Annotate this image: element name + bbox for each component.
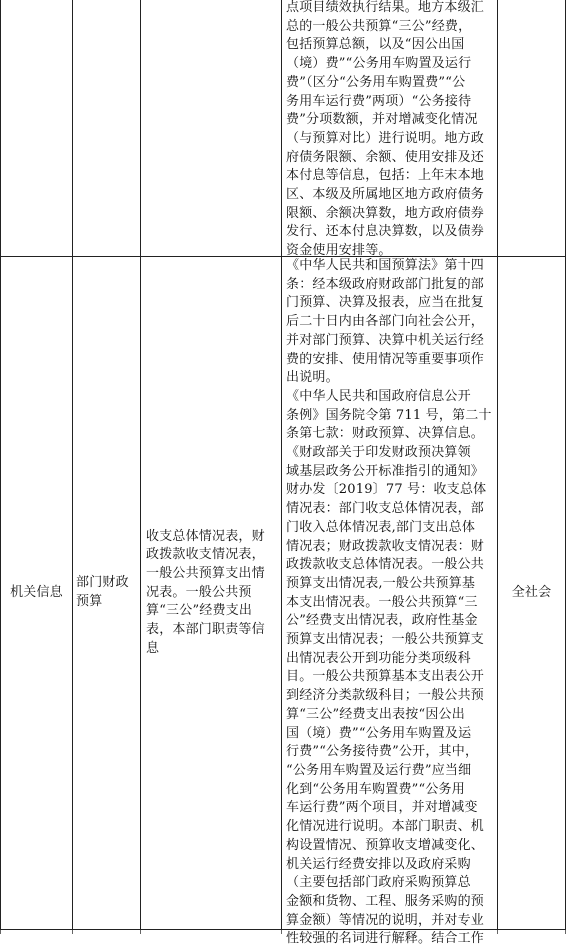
category-text: 机关信息 — [10, 584, 63, 600]
basis-line: 限额、余额决算数，地方政府债券 — [286, 205, 485, 221]
basis-line: 情况表；财政拨款收支情况表：财 — [286, 538, 485, 554]
column-foot-tick — [497, 930, 498, 934]
basis-line: 条：经本级政府财政部门批复的部 — [286, 276, 485, 292]
basis-line: 算金额）等情况的说明，并对专业 — [286, 912, 485, 928]
basis-line: （与预算对比）进行说明。地方政 — [286, 130, 485, 146]
basis-line: 《中华人民共和国政府信息公开 — [286, 388, 471, 404]
basis-line: “公务用车购置及运行费”应当细 — [286, 762, 472, 778]
basis-line: 性较强的名词进行解释。结合工作 — [286, 931, 485, 947]
basis-line: 后二十日内由各部门向社会公开， — [286, 314, 485, 330]
basis-line: 条第七款：财政预算、决算信息。 — [286, 426, 485, 442]
basis-line: 到经济分类款级科目；一般公共预 — [286, 688, 485, 704]
row-2-basis-cell — [286, 257, 493, 947]
basis-line: 本支出情况表。一般公共预算“三 — [286, 594, 478, 610]
item-text: 部门财政预算 — [76, 575, 129, 609]
content-cell — [146, 257, 276, 929]
scope-text: 全社会 — [511, 584, 552, 600]
basis-line: 化情况进行说明。本部门职责、机 — [286, 819, 485, 835]
basis-line: 化到“公务用车购置费”“公务用 — [286, 781, 465, 797]
column-foot-tick — [72, 930, 73, 934]
basis-line: 出情况表公开到功能分类项级科 — [286, 650, 471, 666]
basis-line: 国（境）费”“公务用车购置及运 — [286, 725, 472, 741]
basis-line: 包括预算总额，以及“因公出国 — [286, 37, 465, 53]
basis-line: 算“三公”经费支出表按“因公出 — [286, 706, 465, 722]
basis-line: 费”分项数额，并对增减变化情况 — [286, 112, 478, 128]
basis-line: 总的一般公共预算“三公”经费， — [286, 18, 472, 34]
basis-line: 门预算、决算及报表，应当在批复 — [286, 295, 485, 311]
basis-line: （主要包括部门政府采购预算总 — [286, 875, 471, 891]
column-foot-tick — [140, 930, 141, 934]
item-cell — [76, 257, 136, 929]
row-1-basis-cell — [286, 0, 493, 259]
column-divider-2 — [140, 0, 141, 930]
basis-line: 门收入总体情况表,部门支出总体 — [286, 519, 476, 535]
basis-line: 务用车运行费”两项）“公务接待 — [286, 93, 472, 109]
basis-line: 区、本级及所属地区地方政府债务 — [286, 187, 485, 203]
row-2-basis-lines — [286, 257, 493, 949]
basis-line: 条例》国务院令第 711 号，第二十 — [286, 407, 492, 423]
content-text: 收支总体情况表，财政拨款收支情况表，一般公共预算支出情况表。一般公共预算“三公”经费支出表，本部门职责等信息 — [146, 528, 265, 656]
basis-line: 费”（区分“公务用车购置费”“公 — [286, 74, 466, 90]
basis-line: 并对部门预算、决算中机关运行经 — [286, 332, 485, 348]
basis-line: 出说明。 — [286, 370, 339, 386]
basis-line: （境）费”“公务用车购置及运行 — [286, 56, 472, 72]
basis-line: 费的安排、使用情况等重要事项作 — [286, 351, 485, 367]
basis-line: 政拨款收支总体情况表。一般公共 — [286, 557, 485, 573]
basis-line: 财办发〔2019〕77 号：收支总体 — [286, 482, 487, 498]
basis-line: 点项目绩效执行结果。地方本级汇 — [286, 0, 485, 15]
basis-line: 机关运行经费安排以及政府采购 — [286, 856, 471, 872]
scope-cell — [498, 257, 565, 929]
basis-line: 域基层政务公开标准指引的通知》 — [286, 463, 485, 479]
basis-line: 行费”“公务接待费”公开，其中， — [286, 744, 479, 760]
basis-line: 构设置情况、预算收支增减变化、 — [286, 837, 485, 853]
basis-line: 府债务限额、余额、使用安排及还 — [286, 149, 485, 165]
basis-line: 金额和货物、工程、服务采购的预 — [286, 893, 485, 909]
column-foot-tick — [0, 930, 1, 934]
basis-line: 预算支出情况表,一般公共预算基 — [286, 575, 476, 591]
column-divider-3 — [281, 0, 282, 930]
category-cell — [1, 257, 72, 929]
basis-line: 《中华人民共和国预算法》第十四 — [286, 258, 485, 273]
basis-line: 公”经费支出情况表，政府性基金 — [286, 613, 478, 629]
basis-line: 车运行费”两个项目，并对增减变 — [286, 800, 478, 816]
basis-line: 情况表：部门收支总体情况表，部 — [286, 501, 485, 517]
basis-line: 本付息等信息，包括：上年末本地 — [286, 168, 485, 184]
basis-line: 资金使用安排等。 — [286, 243, 392, 259]
row-1-basis-lines — [286, 0, 493, 261]
basis-line: 预算支出情况表；一般公共预算支 — [286, 632, 485, 648]
basis-line: 目。一般公共预算基本支出表公开 — [286, 669, 485, 685]
column-foot-tick — [281, 930, 282, 934]
basis-line: 《财政部关于印发财政预决算领 — [286, 445, 471, 461]
basis-line: 发行、还本付息决算数，以及债券 — [286, 224, 485, 240]
column-divider-1 — [72, 0, 73, 930]
